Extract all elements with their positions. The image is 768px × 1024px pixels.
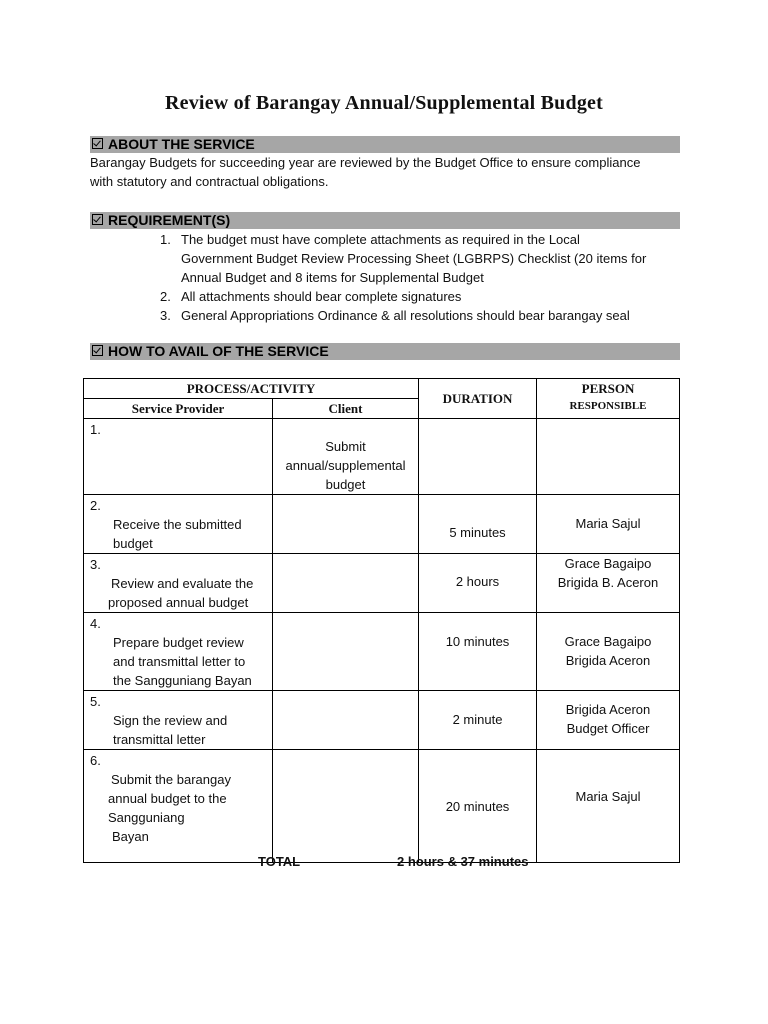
checkbox-icon [92, 345, 103, 356]
total-label: TOTAL [258, 854, 301, 869]
provider-line: annual budget to the [108, 791, 227, 806]
person-line: Brigida B. Aceron [557, 575, 659, 590]
provider-text [84, 711, 272, 749]
service-provider-header: Service Provider [84, 399, 273, 419]
section-header-about [90, 136, 680, 153]
section-header-how-to-avail [90, 343, 680, 360]
requirement-number: 2. [160, 289, 171, 304]
process-table [83, 378, 680, 863]
requirement-line: General Appropriations Ordinance & all resolutions should bear barangay seal [181, 308, 630, 323]
requirements-list [160, 230, 690, 325]
person-responsible-header [537, 379, 680, 419]
step-number: 3. [90, 557, 101, 572]
step-number: 5. [90, 694, 101, 709]
provider-line: Sign the review and [113, 713, 228, 728]
provider-line: Bayan [112, 829, 149, 844]
duration-cell: 2 hours [419, 554, 537, 613]
section-header-requirements [90, 212, 680, 229]
section-header-label: REQUIREMENT(S) [108, 212, 231, 228]
table-row [84, 554, 680, 613]
section-header-label: ABOUT THE SERVICE [108, 136, 255, 152]
provider-line: Review and evaluate the [111, 576, 254, 591]
duration-header: DURATION [419, 379, 537, 419]
person-line: Budget Officer [566, 721, 650, 736]
client-cell [273, 419, 419, 495]
about-text-line: with statutory and contractual obligations. [90, 174, 329, 189]
provider-text [84, 515, 272, 553]
about-text-line: Barangay Budgets for succeeding year are reviewed by the Budget Office to ensure compliance [90, 155, 641, 170]
service-provider-cell [84, 419, 273, 495]
provider-line: transmittal letter [113, 732, 206, 747]
person-header-line: RESPONSIBLE [569, 400, 647, 412]
service-provider-cell [84, 495, 273, 554]
provider-line: the Sangguniang Bayan [113, 673, 252, 688]
person-line: Maria Sajul [575, 789, 641, 804]
step-number: 2. [90, 498, 101, 513]
requirement-line: Annual Budget and 8 items for Supplemental Budget [181, 270, 484, 285]
total-value: 2 hours & 37 minutes [397, 854, 529, 869]
service-provider-cell [84, 750, 273, 863]
table-row [84, 613, 680, 691]
person-cell [537, 613, 680, 691]
service-provider-cell [84, 613, 273, 691]
client-cell [273, 750, 419, 863]
table-row [84, 750, 680, 863]
client-line: budget [325, 477, 366, 492]
person-header-line: PERSON [581, 381, 635, 396]
page-title: Review of Barangay Annual/Supplemental Budget [165, 92, 603, 114]
person-cell [537, 554, 680, 613]
person-cell [537, 495, 680, 554]
provider-line: Submit the barangay [111, 772, 231, 787]
client-cell [273, 554, 419, 613]
table-row [84, 691, 680, 750]
table-row [84, 419, 680, 495]
person-line: Maria Sajul [575, 516, 641, 531]
provider-text [84, 574, 272, 612]
requirement-line: All attachments should bear complete signatures [181, 289, 462, 304]
requirement-number: 3. [160, 308, 171, 323]
duration-cell: 20 minutes [419, 750, 537, 863]
provider-line: Receive the submitted [113, 517, 242, 532]
person-line: Grace Bagaipo [564, 634, 652, 649]
provider-text [84, 633, 272, 690]
step-number: 1. [90, 422, 101, 437]
process-activity-header: PROCESS/ACTIVITY [84, 379, 419, 399]
about-text [90, 153, 685, 191]
requirement-item [160, 230, 690, 287]
person-line: Grace Bagaipo [564, 556, 652, 571]
duration-cell [419, 419, 537, 495]
person-cell [537, 691, 680, 750]
client-cell [273, 691, 419, 750]
provider-text [84, 770, 272, 846]
client-header: Client [273, 399, 419, 419]
step-number: 4. [90, 616, 101, 631]
step-number: 6. [90, 753, 101, 768]
person-cell [537, 419, 680, 495]
section-header-label: HOW TO AVAIL OF THE SERVICE [108, 343, 329, 359]
client-cell [273, 613, 419, 691]
client-line: annual/supplemental [285, 458, 406, 473]
checkbox-icon [92, 214, 103, 225]
provider-line: and transmittal letter to [113, 654, 246, 669]
requirement-item [160, 306, 690, 325]
requirement-number: 1. [160, 232, 171, 247]
checkbox-icon [92, 138, 103, 149]
service-provider-cell [84, 691, 273, 750]
requirement-item [160, 287, 690, 306]
client-line: Submit [325, 439, 366, 454]
person-line: Brigida Aceron [565, 653, 651, 668]
requirement-line: Government Budget Review Processing Sheet (LGBRPS) Checklist (20 items for [181, 251, 647, 266]
duration-cell: 10 minutes [419, 613, 537, 691]
person-cell [537, 750, 680, 863]
provider-line: proposed annual budget [108, 595, 249, 610]
provider-line: budget [113, 536, 153, 551]
person-line: Brigida Aceron [565, 702, 651, 717]
duration-cell: 2 minute [419, 691, 537, 750]
table-row [84, 495, 680, 554]
duration-cell: 5 minutes [419, 495, 537, 554]
provider-line: Prepare budget review [113, 635, 244, 650]
requirement-line: The budget must have complete attachments as required in the Local [181, 232, 580, 247]
service-provider-cell [84, 554, 273, 613]
provider-line: Sangguniang [108, 810, 185, 825]
client-cell [273, 495, 419, 554]
